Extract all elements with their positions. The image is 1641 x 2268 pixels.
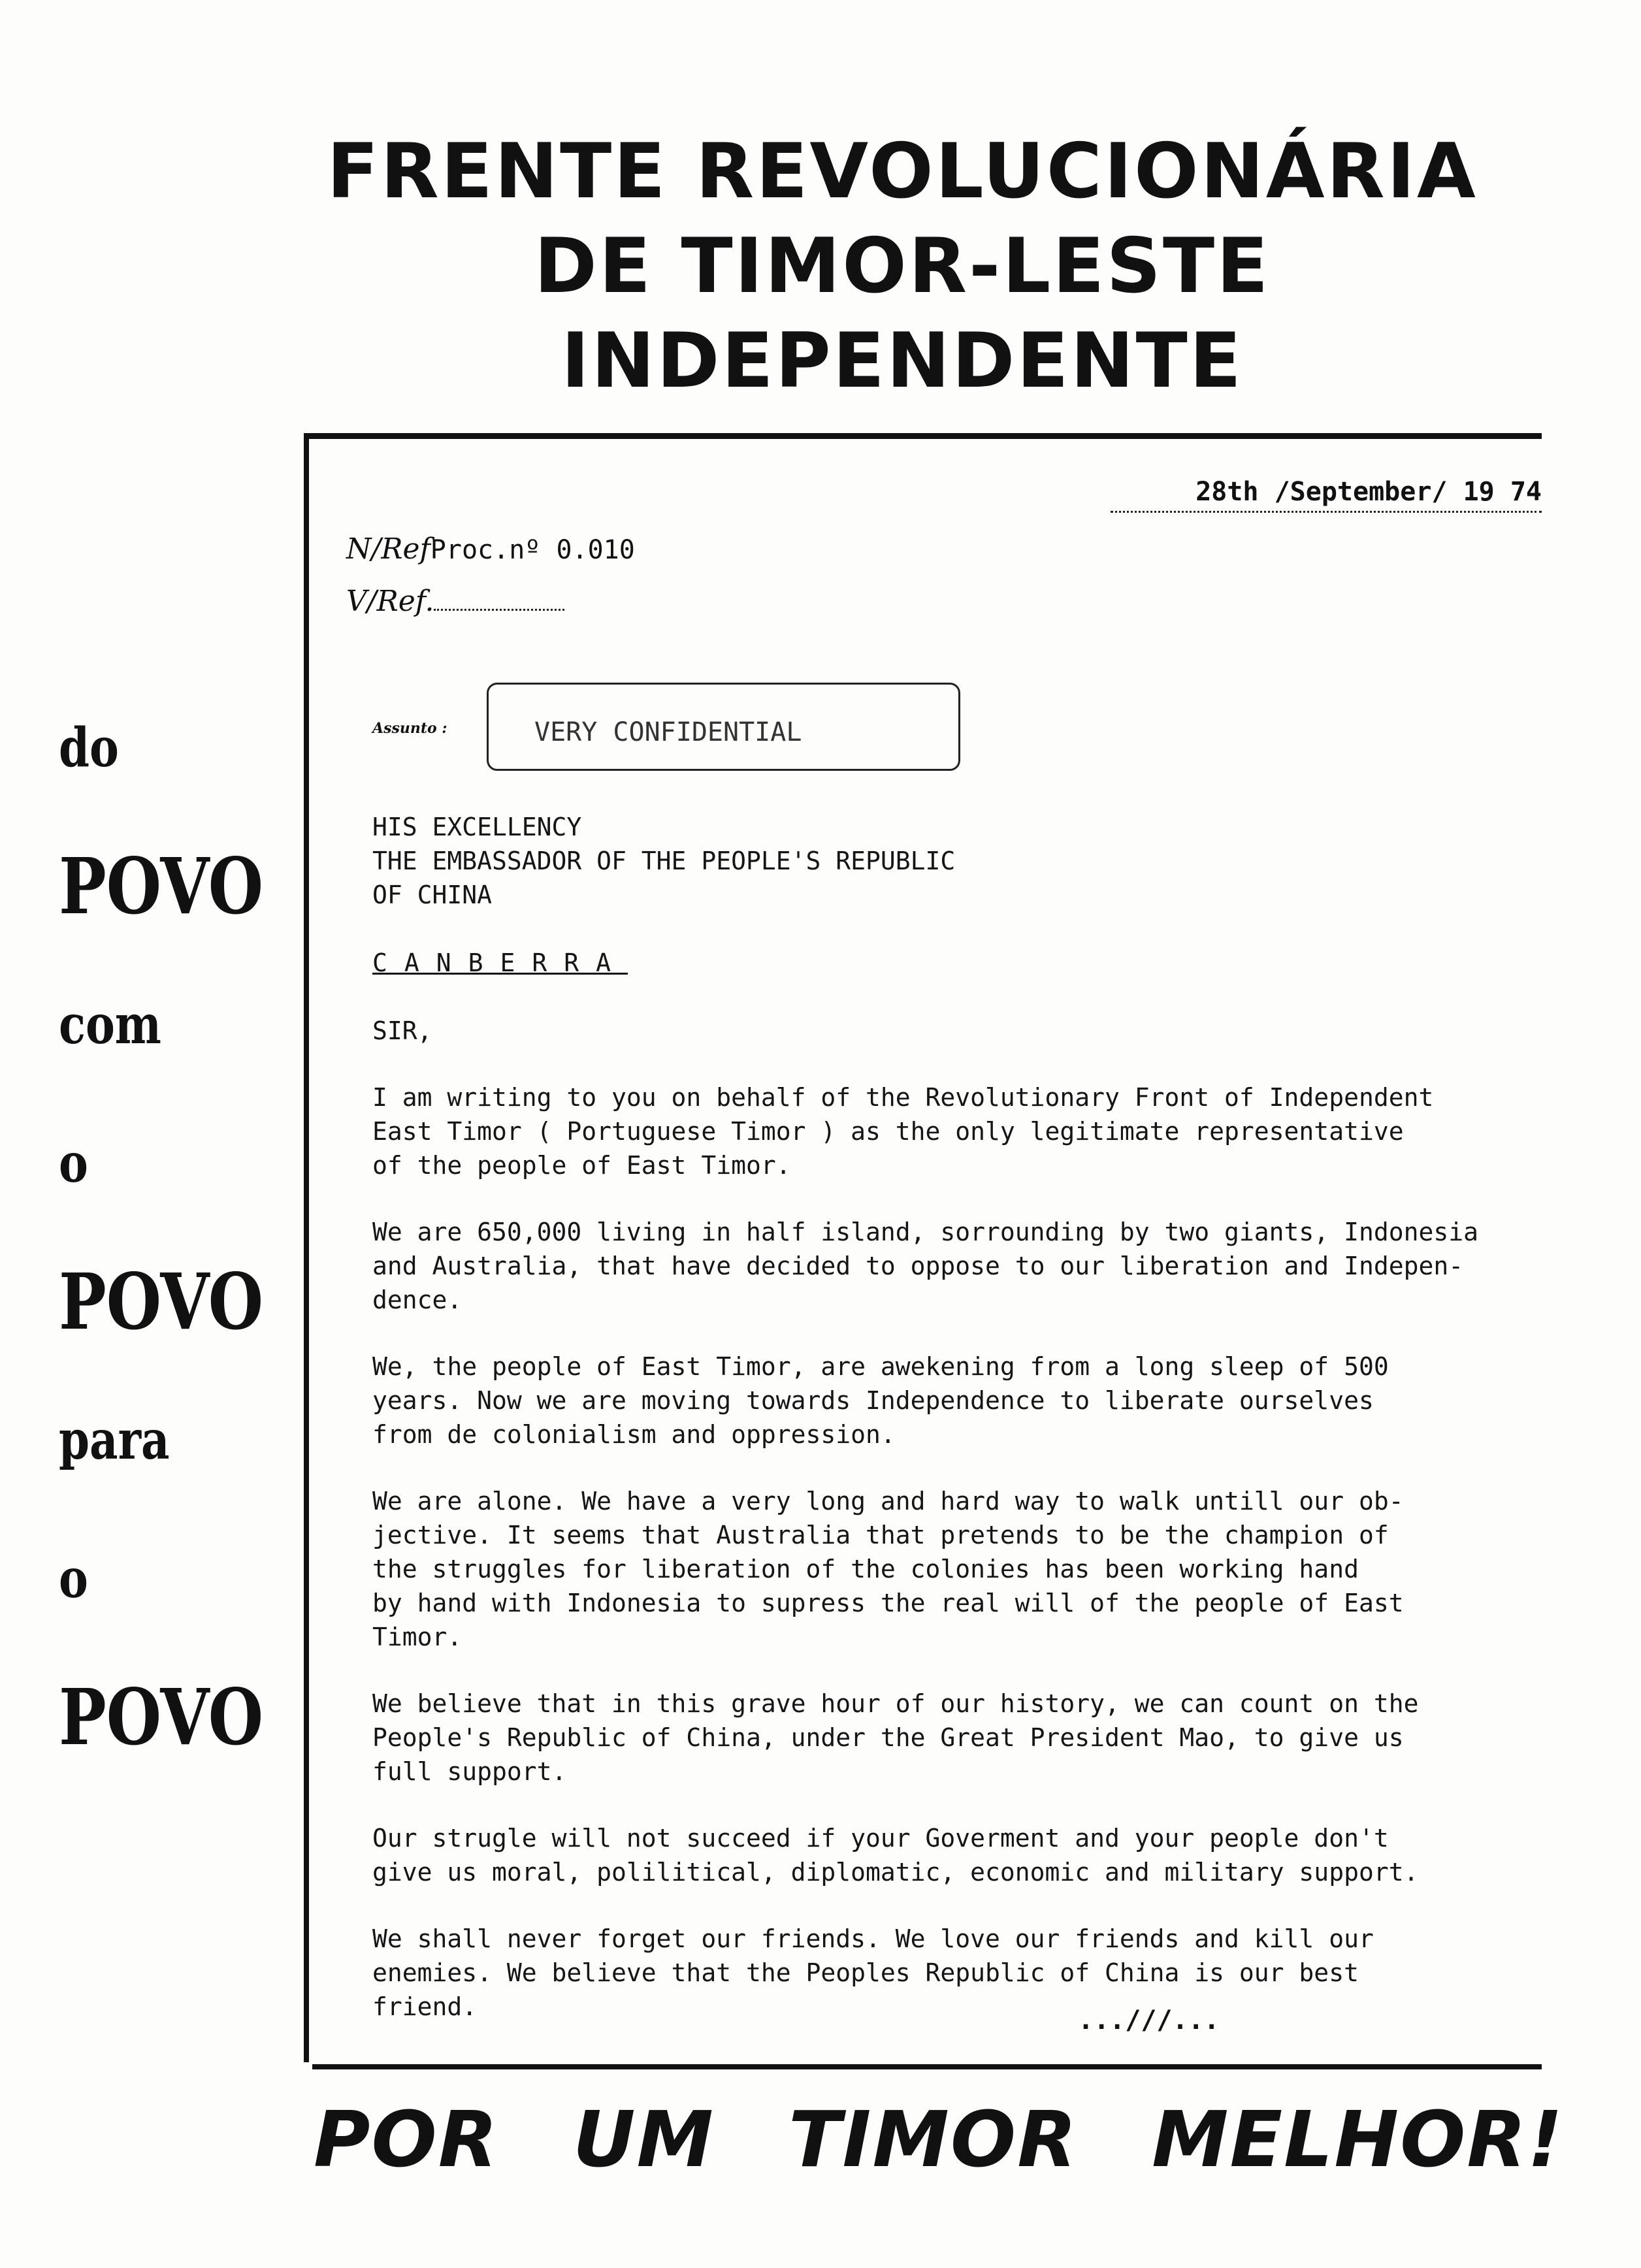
left-rule — [304, 439, 309, 2062]
letterhead-line-2: DE TIMOR-LESTE — [534, 222, 1271, 310]
side-slogan-word: POVO — [59, 1256, 264, 1347]
side-slogan-word: o — [59, 1132, 88, 1195]
paragraph: I am writing to you on behalf of the Revolutionary Front of Independent East Timor ( Portuguese Timor ) as the only legitimate representative of the people of East Timor. — [372, 1083, 1434, 1180]
paragraph: We shall never forget our friends. We love our friends and kill our enemies. We believe that the Peoples Republic of China is our best friend. — [372, 1924, 1374, 2021]
your-reference-label: V/Ref. — [346, 585, 434, 618]
paragraph: We are alone. We have a very long and hard way to walk untill our ob- jective. It seems that Australia that pretends to be the champion of the struggles for liberation of the colonies has been working hand by hand with Indonesia to supress the real will of the people of East Timor. — [372, 1487, 1404, 1651]
paragraph: We are 650,000 living in half island, sorrounding by two giants, Indonesia and Australia, that have decided to oppose to our liberation and Indepen- dence. — [372, 1218, 1478, 1314]
your-reference — [346, 585, 564, 618]
side-slogan-word: do — [59, 717, 119, 779]
letterhead-line-3: INDEPENDENTE — [561, 317, 1244, 405]
letterhead-line-1: FRENTE REVOLUCIONÁRIA — [327, 127, 1478, 216]
side-slogan-word: com — [59, 994, 161, 1056]
our-reference-value: Proc.nº 0.010 — [430, 535, 635, 565]
footer-slogan: POR UM TIMOR MELHOR! — [314, 2094, 1565, 2184]
side-slogan-word: para — [59, 1409, 170, 1472]
letterhead — [0, 124, 1641, 408]
side-slogan — [59, 705, 264, 1813]
subject-box: VERY CONFIDENTIAL — [487, 683, 960, 771]
our-reference — [346, 532, 635, 566]
paragraph: Our strugle will not succeed if your Goverment and your people don't give us moral, polilitical, diplomatic, economic and military support. — [372, 1824, 1419, 1887]
letter-body — [372, 810, 1587, 2056]
side-slogan-word: POVO — [59, 841, 264, 932]
city: CANBERRA — [372, 948, 628, 977]
salutation: SIR, — [372, 1016, 432, 1045]
continuation-mark: ...///... — [1078, 2005, 1220, 2035]
side-slogan-word: POVO — [59, 1672, 264, 1762]
top-rule — [304, 433, 1542, 439]
paragraph: We, the people of East Timor, are awekening from a long sleep of 500 years. Now we are moving towards Independence to liberate ourselves from de colonialism and oppression. — [372, 1352, 1389, 1449]
side-slogan-word: o — [59, 1547, 88, 1610]
addressee: HIS EXCELLENCY THE EMBASSADOR OF THE PEOPLE'S REPUBLIC OF CHINA — [372, 813, 956, 909]
subject-label: Assunto : — [372, 720, 447, 737]
your-reference-blank — [434, 609, 564, 611]
bottom-rule — [312, 2064, 1542, 2069]
our-reference-label: N/Ref — [346, 532, 431, 566]
letter-date: 28th /September/ 19 74 — [1111, 477, 1542, 513]
paragraph: We believe that in this grave hour of our history, we can count on the People's Republic of China, under the Great President Mao, to give us full support. — [372, 1689, 1419, 1786]
